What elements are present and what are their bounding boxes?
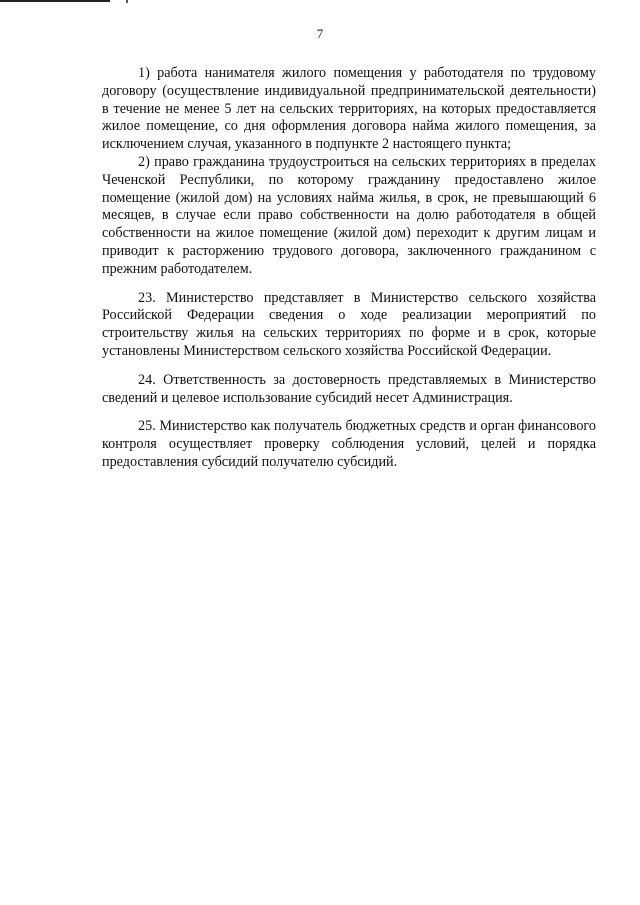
document-body — [102, 65, 596, 483]
header-rule-mark — [126, 0, 128, 3]
paragraph-24: 24. Ответственность за достоверность представляемых в Министерство сведений и целевое использование субсидий несет Администрация. — [102, 371, 596, 406]
paragraph-subitem-1: 1) работа нанимателя жилого помещения у работодателя по трудовому договору (осуществление индивидуальной предпринимательской деятельности) в течение не менее 5 лет на сельских территориях, на которых предоставляется жилое помещение, со дня оформления договора найма жилого помещения, за исключением случая, указанного в подпункте 2 настоящего пункта; — [102, 65, 596, 153]
page-number: 7 — [316, 26, 324, 41]
paragraph-25: 25. Министерство как получатель бюджетных средств и орган финансового контроля осуществляет проверку соблюдения условий, целей и порядка предоставления субсидий получателю субсидий. — [102, 418, 596, 470]
paragraph-subitem-2: 2) право гражданина трудоустроиться на сельских территориях в пределах Чеченской Республики, по которому гражданину предоставлено жилое помещение (жилой дом) на условиях найма жилья, в срок, не превышающий 6 месяцев, в случае если право собственности на долю работодателя в общей собственности на жилое помещение (жилой дом) переходит к другим лицам и приводит к расторжению трудового договора, заключенного гражданином с прежним работодателем. — [102, 153, 596, 277]
header-rule — [0, 0, 110, 2]
paragraph-23: 23. Министерство представляет в Министерство сельского хозяйства Российской Федерации сведения о ходе реализации мероприятий по строительству жилья на сельских территориях по форме и в срок, которые установлены Министерством сельского хозяйства Российской Федерации. — [102, 289, 596, 359]
